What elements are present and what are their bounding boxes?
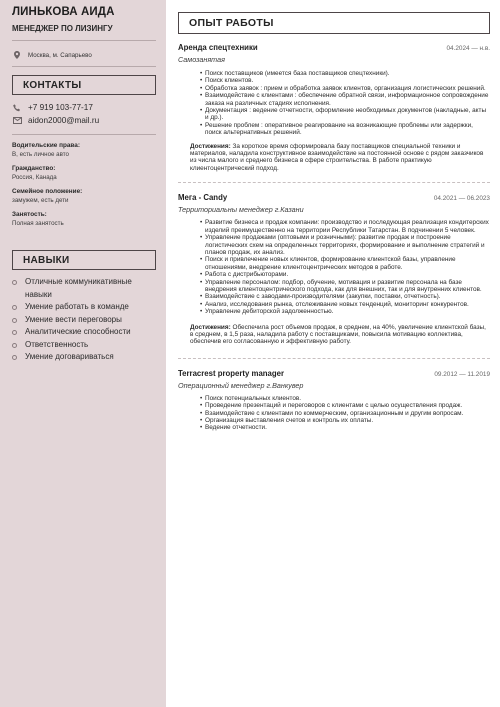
location-text: Москва, м. Сапарьево: [28, 51, 92, 59]
experience-heading: ОПЫТ РАБОТЫ: [178, 12, 490, 34]
email-address[interactable]: aidon2000@mail.ru: [28, 116, 100, 125]
info-item: [12, 211, 156, 227]
job-entry: [178, 43, 490, 172]
skill-item: Умение работать в команде: [12, 301, 156, 314]
list-item: • Управление персоналом: подбор, обучение, мотивация и развитие персонала на базе внедрения клиентоцентрического подхода, как для внешних, так и для внутренних клиентов.: [200, 279, 490, 294]
list-item: • Поиск потенциальных клиентов.: [200, 395, 490, 402]
list-item: • Управление дебиторской задолженностью.: [200, 308, 490, 315]
sidebar: [0, 0, 166, 707]
bullet-circle-icon: [12, 330, 17, 335]
list-item: • Развитие бизнеса и продаж компании: производство и последующая реализация кондитерских изделий преимущественно на территории Республики Татарстан. В подчинении 5 человек.: [200, 219, 490, 234]
list-item: • Документация : ведение отчетности, оформление необходимых документов (накладные, акты и др.).: [200, 107, 490, 122]
job-dates: 04.2021 — 06.2023: [433, 195, 490, 203]
info-label: Семейное положение:: [12, 188, 83, 195]
info-item: [12, 142, 156, 158]
phone-icon: [12, 104, 22, 112]
skill-item: Отличные коммуникативные навыки: [12, 276, 156, 301]
job-achievements: [190, 324, 490, 346]
bullet-circle-icon: [12, 280, 17, 285]
location-pin-icon: [12, 51, 22, 59]
list-item: • Проведение презентаций и переговоров с клиентами с целью осуществления продаж.: [200, 402, 490, 409]
email-row[interactable]: [12, 116, 156, 125]
divider: [12, 66, 156, 67]
list-item: • Поиск поставщиков (имеется база поставщиков спецтехники).: [200, 70, 490, 77]
main-content: [166, 0, 500, 707]
achievement-label: Достижения:: [190, 142, 231, 150]
candidate-name: ЛИНЬКОВА АИДА: [12, 6, 115, 18]
job-duties: [200, 219, 490, 315]
skill-item: Аналитические способности: [12, 326, 156, 339]
email-icon: [12, 117, 22, 124]
skill-item: Ответственность: [12, 339, 156, 352]
divider: [178, 182, 490, 183]
job-achievements: [190, 143, 490, 173]
list-item: • Работа с дистрибьюторами.: [200, 271, 490, 278]
job-position: Операционный менеджер г.Ванкувер: [178, 380, 304, 390]
info-item: [12, 188, 156, 204]
achievement-label: Достижения:: [190, 323, 231, 331]
bullet-circle-icon: [12, 355, 17, 360]
list-item: • Взаимодействие с клиентами : обеспечение обратной связи, информационное сопровождение заказа на различных стадиях исполнения.: [200, 92, 490, 107]
list-item: • Поиск и привлечение новых клиентов, формирование клиентской базы, управление отношениями, внедрение клиентоцентрических методов в работе.: [200, 256, 490, 271]
contacts-heading: КОНТАКТЫ: [12, 75, 156, 95]
achievement-text: За короткое время сформировала базу поставщиков специальной техники и материалов, наладила конструктивное взаимодействие на постоянной основе с рядом заказчиков из числа малого и среднего бизнеса в сфере строительства. В работе практикую клиентоцентрический подход.: [190, 142, 484, 172]
candidate-title: МЕНЕДЖЕР ПО ЛИЗИНГУ: [12, 24, 113, 33]
info-value: Россия, Канада: [12, 174, 57, 181]
info-label: Гражданство:: [12, 165, 56, 172]
list-item: • Анализ, исследования рынка, отслеживание новых тенденций, мониторинг конкурентов.: [200, 301, 490, 308]
list-item: • Поиск клиентов.: [200, 77, 490, 84]
info-value: B, есть личное авто: [12, 151, 69, 158]
company-name: Мега - Candy: [178, 193, 228, 203]
skills-list: [12, 276, 156, 364]
list-item: • Управление продажами (оптовыми и розничными): развитие продаж и построение логистических схем на определенных территориях, формирование и выполнение стратегий и планов продаж, их анализ.: [200, 234, 490, 256]
bullet-circle-icon: [12, 305, 17, 310]
phone-row[interactable]: [12, 103, 156, 112]
company-name: Аренда спецтехники: [178, 43, 258, 52]
job-position: Территориальны менеджер г.Казани: [178, 205, 304, 215]
skill-item: Умение договариваться: [12, 351, 156, 364]
achievement-text: Обеспечила рост объемов продаж, в среднем, на 40%, увеличение клиентской базы, в среднем, в 1,5 раза, наладила работу с поставщиками, повысила мотивацию коллектива, обеспечив его согласованную и эффективную работу.: [190, 323, 486, 346]
job-duties: [200, 70, 490, 137]
info-value: Полная занятость: [12, 220, 64, 227]
info-label: Водительские права:: [12, 142, 80, 149]
location: [12, 51, 156, 59]
divider: [12, 40, 156, 41]
bullet-circle-icon: [12, 318, 17, 323]
job-entry: [178, 369, 490, 432]
list-item: • Ведение отчетности.: [200, 424, 490, 431]
skill-item: Умение вести переговоры: [12, 314, 156, 327]
divider: [12, 134, 156, 135]
divider: [178, 358, 490, 359]
list-item: • Решение проблем : оперативное реагирование на возникающие проблемы или задержки, поиск альтернативных решений.: [200, 122, 490, 137]
info-value: замужем, есть дети: [12, 197, 69, 204]
phone-number[interactable]: +7 919 103-77-17: [28, 103, 93, 112]
job-duties: [200, 395, 490, 432]
info-item: [12, 165, 156, 181]
list-item: • Взаимодействие с клиентами по коммерческим, организационным и другим вопросам.: [200, 410, 490, 417]
skills-heading: НАВЫКИ: [12, 250, 156, 270]
bullet-circle-icon: [12, 343, 17, 348]
list-item: • Обработка заявок : прием и обработка заявок клиентов, организация логистических решений.: [200, 85, 490, 92]
job-dates: 09.2012 — 11.2019: [434, 370, 490, 378]
list-item: • Взаимодействие с заводами-производителями (закупки, поставки, отчетность).: [200, 293, 490, 300]
job-position: Самозанятая: [178, 55, 225, 64]
job-entry: [178, 193, 490, 346]
company-name: Terracrest property manager: [178, 368, 285, 378]
job-dates: 04.2024 — н.в.: [446, 45, 490, 52]
info-label: Занятость:: [12, 211, 47, 218]
list-item: • Организация выставления счетов и контроль их оплаты.: [200, 417, 490, 424]
